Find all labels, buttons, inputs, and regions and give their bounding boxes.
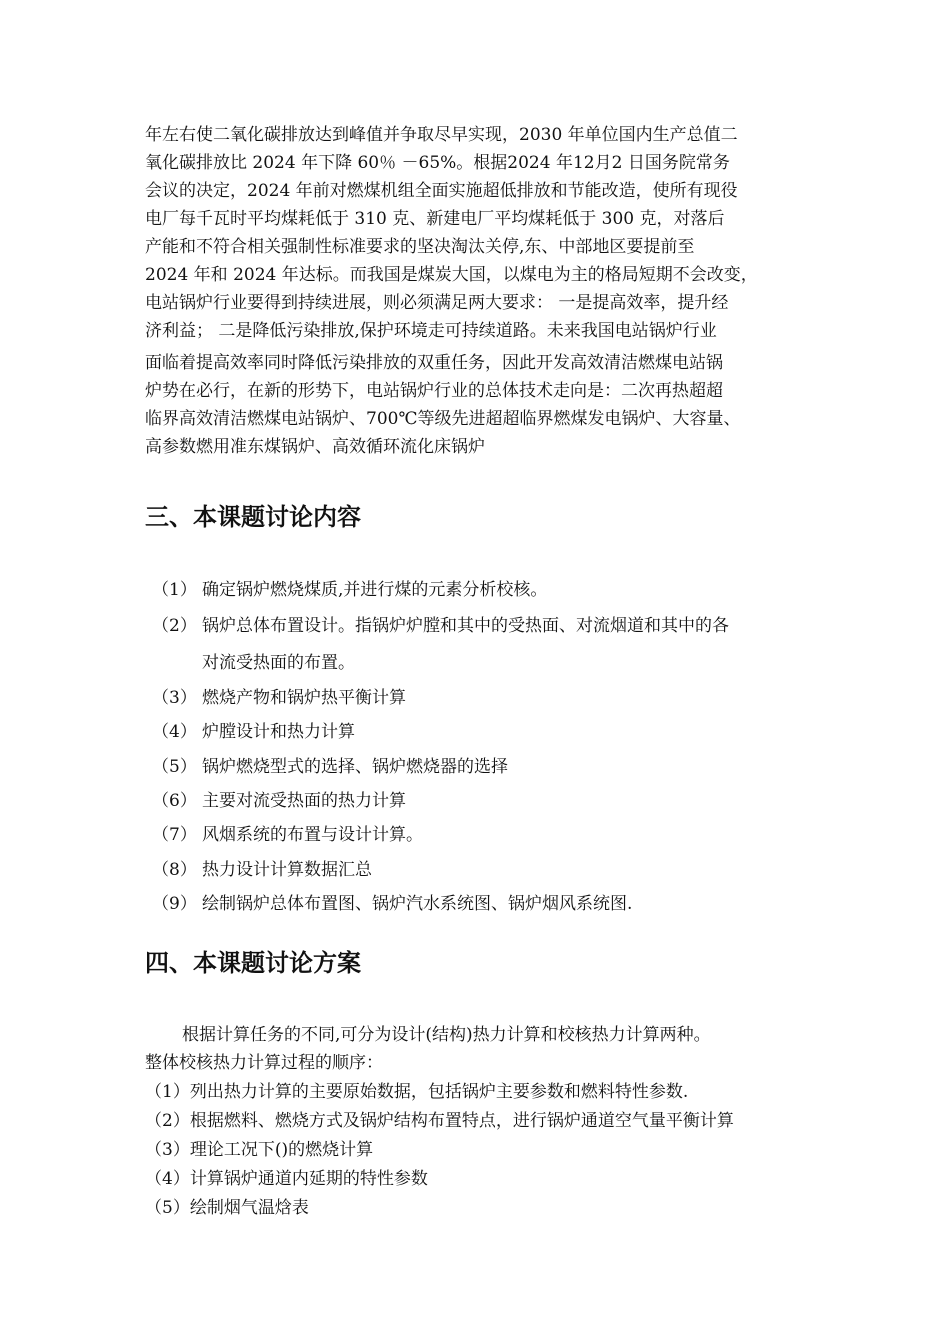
paragraph-line: 高参数燃用准东煤锅炉、高效循环流化床锅炉 [145, 437, 485, 457]
list-item-text: 绘制锅炉总体布置图、锅炉汽水系统图、锅炉烟风系统图. [202, 894, 633, 914]
list-item-number: （1） [152, 580, 197, 600]
step-item: （1）列出热力计算的主要原始数据，包括锅炉主要参数和燃料特性参数. [145, 1082, 689, 1102]
paragraph-line: 年左右使二氧化碳排放达到峰值并争取尽早实现，2030 年单位国内生产总值二 [145, 125, 738, 145]
paragraph-line: 临界高效清洁燃煤电站锅炉、700℃等级先进超超临界燃煤发电锅炉、大容量、 [145, 409, 741, 429]
list-item [152, 722, 355, 742]
list-item [152, 860, 372, 880]
list-item-number: （7） [152, 825, 197, 845]
list-item-text: 锅炉燃烧型式的选择、锅炉燃烧器的选择 [202, 757, 508, 777]
list-item-text: 确定锅炉燃烧煤质,并进行煤的元素分析校核。 [202, 580, 548, 600]
list-item-number: （9） [152, 894, 197, 914]
list-item [152, 791, 406, 811]
step-item: （3）理论工况下()的燃烧计算 [145, 1140, 374, 1160]
list-item-number: （5） [152, 757, 197, 777]
paragraph-line: 炉势在必行，在新的形势下，电站锅炉行业的总体技术走向是：二次再热超超 [145, 381, 723, 401]
paragraph-line: 产能和不符合相关强制性标准要求的坚决淘汰关停,东、中部地区要提前至 [145, 237, 695, 257]
section-heading: 四、本课题讨论方案 [145, 949, 361, 977]
paragraph-line: 整体校核热力计算过程的顺序： [145, 1053, 383, 1073]
list-item [152, 825, 423, 845]
list-item-text: 燃烧产物和锅炉热平衡计算 [202, 688, 406, 708]
list-item-continuation: 对流受热面的布置。 [202, 653, 355, 673]
list-item-number: （4） [152, 722, 197, 742]
list-item-text: 炉膛设计和热力计算 [202, 722, 355, 742]
step-item: （2）根据燃料、燃烧方式及锅炉结构布置特点，进行锅炉通道空气量平衡计算 [145, 1111, 734, 1131]
list-item-text: 主要对流受热面的热力计算 [202, 791, 406, 811]
list-item [152, 616, 729, 636]
list-item [152, 757, 508, 777]
list-item-number: （6） [152, 791, 197, 811]
paragraph-line: 2024 年和 2024 年达标。而我国是煤炭大国，以煤电为主的格局短期不会改变， [145, 265, 758, 285]
section-heading: 三、本课题讨论内容 [145, 503, 361, 531]
step-item: （5）绘制烟气温焓表 [145, 1198, 309, 1218]
paragraph-line: 济利益； 二是降低污染排放,保护环境走可持续道路。未来我国电站锅炉行业 [145, 321, 717, 341]
paragraph-line: 根据计算任务的不同,可分为设计(结构)热力计算和校核热力计算两种。 [182, 1025, 711, 1045]
list-item-number: （3） [152, 688, 197, 708]
step-item: （4）计算锅炉通道内延期的特性参数 [145, 1169, 428, 1189]
paragraph-line: 会议的决定，2024 年前对燃煤机组全面实施超低排放和节能改造，使所有现役 [145, 181, 738, 201]
list-item-text: 风烟系统的布置与设计计算。 [202, 825, 423, 845]
list-item-number: （2） [152, 616, 197, 636]
list-item [152, 894, 632, 914]
list-item-text: 热力设计计算数据汇总 [202, 860, 372, 880]
paragraph-line: 电厂每千瓦时平均煤耗低于 310 克、新建电厂平均煤耗低于 300 克，对落后 [145, 209, 725, 229]
list-item-number: （8） [152, 860, 197, 880]
paragraph-line: 氧化碳排放比 2024 年下降 60％ －65%。根据2024 年12月2 日国务院常务 [145, 153, 730, 173]
paragraph-line: 电站锅炉行业要得到持续进展，则必须满足两大要求： 一是提高效率，提升经 [145, 293, 729, 313]
list-item [152, 688, 406, 708]
paragraph-line: 面临着提高效率同时降低污染排放的双重任务，因此开发高效清洁燃煤电站锅 [145, 353, 723, 373]
list-item-text: 锅炉总体布置设计。指锅炉炉膛和其中的受热面、对流烟道和其中的各 [202, 616, 729, 636]
list-item [152, 580, 547, 600]
